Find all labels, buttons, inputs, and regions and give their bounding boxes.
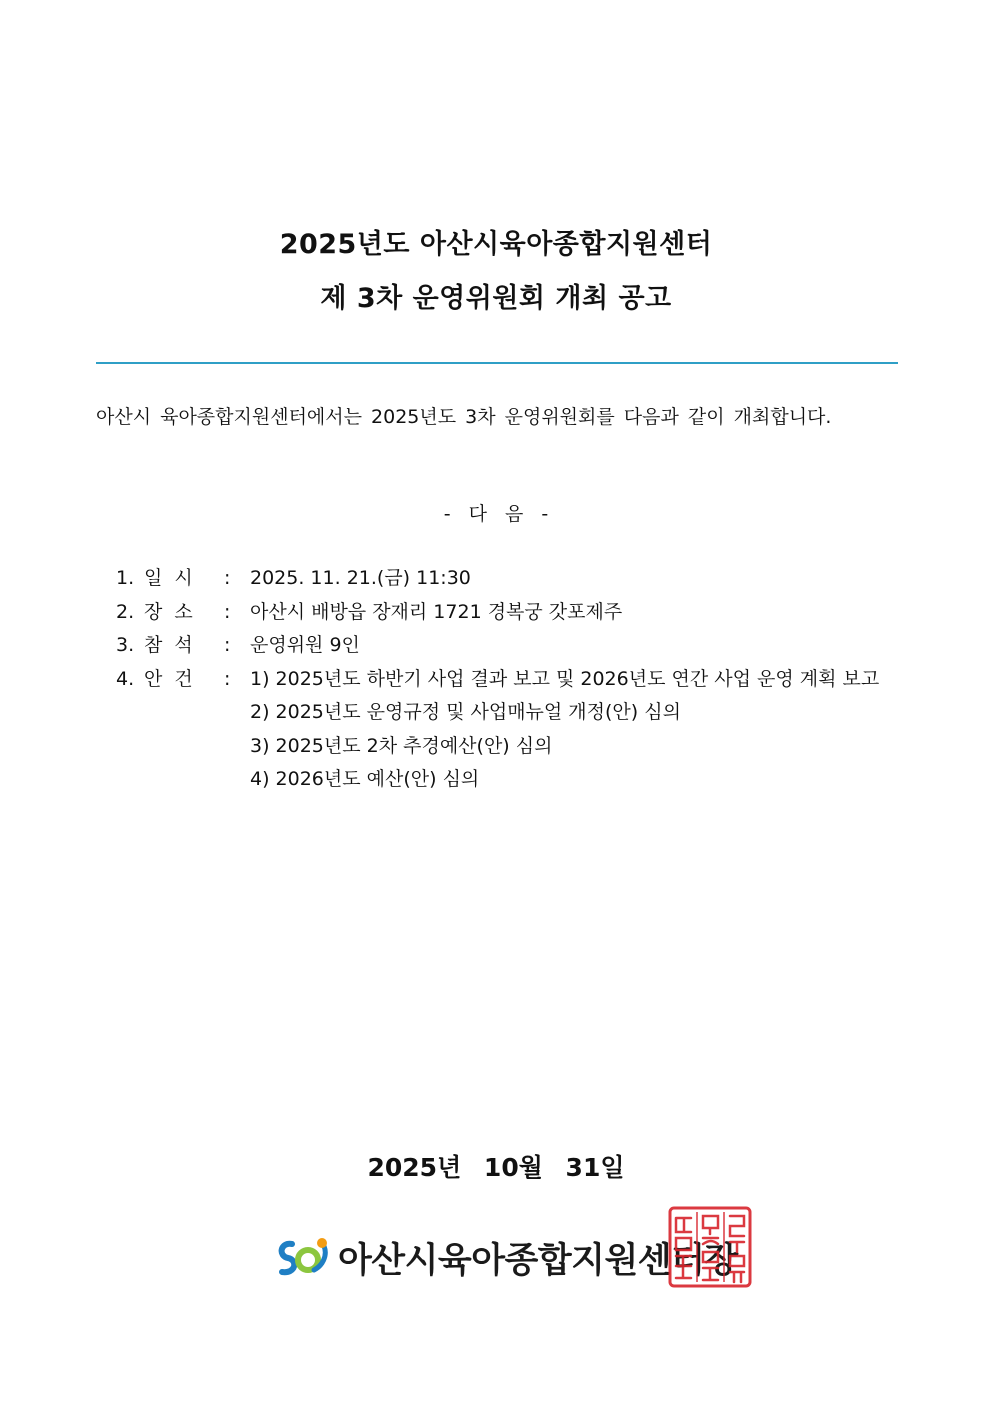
agenda-subitem: 2) 2025년도 운영규정 및 사업매뉴얼 개정(안) 심의 bbox=[250, 701, 681, 723]
agenda-subitem: 3) 2025년도 2차 추경예산(안) 심의 bbox=[250, 734, 553, 757]
intro-paragraph: 아산시 육아종합지원센터에서는 2025년도 3차 운영위원회를 다음과 같이 개최합니다. bbox=[96, 406, 832, 428]
item-number: 3. bbox=[116, 634, 135, 656]
document-title-line1: 2025년도 아산시육아종합지원센터 bbox=[279, 229, 713, 260]
issue-date: 2025년 10월 31일 bbox=[367, 1153, 625, 1182]
item-separator: : bbox=[224, 600, 231, 623]
document-title-line2: 제 3차 운영위원회 개최 공고 bbox=[320, 283, 672, 314]
list-item-location bbox=[116, 596, 879, 630]
agenda-subitem: 4) 2026년도 예산(안) 심의 bbox=[250, 768, 480, 790]
item-separator: : bbox=[224, 667, 231, 690]
item-number: 4. bbox=[116, 667, 135, 690]
item-value: 1) 2025년도 하반기 사업 결과 보고 및 2026년도 연간 사업 운영 계획 보고 bbox=[250, 667, 880, 690]
item-label: 일 시 bbox=[144, 567, 193, 589]
list-item-attendees bbox=[116, 629, 879, 663]
item-separator: : bbox=[224, 567, 231, 589]
item-value: 아산시 배방읍 장재리 1721 경복궁 갓포제주 bbox=[250, 600, 623, 623]
organization-name: 아산시육아종합지원센터장 bbox=[338, 1241, 738, 1281]
item-separator: : bbox=[224, 634, 231, 656]
list-item-datetime bbox=[116, 562, 879, 596]
item-label: 참 석 bbox=[144, 634, 193, 656]
item-label: 장 소 bbox=[144, 600, 193, 623]
item-number: 1. bbox=[116, 567, 135, 589]
item-label: 안 건 bbox=[144, 667, 193, 690]
subheading: - 다 음 - bbox=[443, 503, 549, 525]
title-divider bbox=[96, 362, 898, 364]
item-number: 2. bbox=[116, 600, 135, 623]
item-value: 2025. 11. 21.(금) 11:30 bbox=[250, 567, 471, 589]
details-list bbox=[116, 562, 879, 797]
center-logo-icon bbox=[274, 1234, 332, 1282]
official-seal-icon bbox=[668, 1206, 752, 1288]
item-value: 운영위원 9인 bbox=[250, 634, 360, 656]
list-item-agenda bbox=[116, 663, 879, 697]
